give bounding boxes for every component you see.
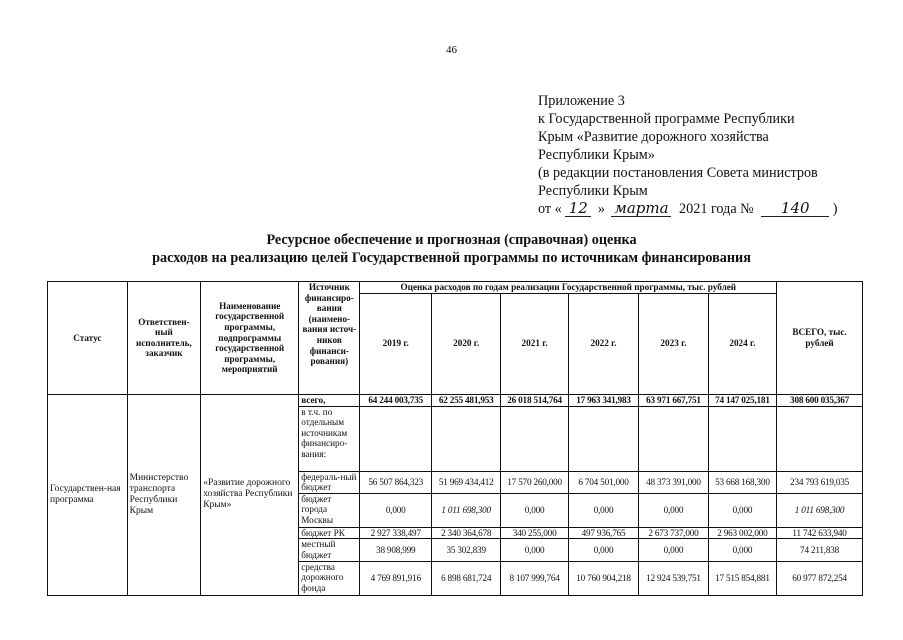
value-cell: 74 147 025,181 <box>708 394 776 406</box>
total-cell: 308 600 035,367 <box>777 394 863 406</box>
value-cell: 17 515 854,881 <box>708 561 776 595</box>
value-cell: 1 011 698,300 <box>431 493 500 527</box>
appendix-line: (в редакции постановления Совета министров <box>538 165 818 181</box>
appendix-line: к Государственной программе Республики <box>538 111 795 127</box>
value-cell: 2 927 338,497 <box>360 527 431 539</box>
value-cell: 51 969 434,412 <box>431 471 500 493</box>
total-cell: 1 011 698,300 <box>777 493 863 527</box>
value-cell: 6 704 501,000 <box>568 471 638 493</box>
value-cell: 35 302,839 <box>431 539 500 561</box>
value-cell: 64 244 003,735 <box>360 394 431 406</box>
total-cell <box>777 406 863 471</box>
value-cell <box>431 406 500 471</box>
value-cell: 38 908,999 <box>360 539 431 561</box>
budget-table <box>47 281 863 596</box>
title-line-1: Ресурсное обеспечение и прогнозная (справочная) оценка <box>266 232 637 248</box>
executor-cell: Министерство транспорта Республики Крым <box>127 394 201 595</box>
value-cell: 0,000 <box>360 493 431 527</box>
value-cell: 2 963 002,000 <box>708 527 776 539</box>
source-cell: в т.ч. по отдельным источникам финансиро-вания: <box>299 406 360 471</box>
value-cell: 10 760 904,218 <box>568 561 638 595</box>
paren-close: ) <box>832 201 838 217</box>
header-year: 2024 г. <box>708 293 776 394</box>
total-cell: 11 742 633,940 <box>777 527 863 539</box>
value-cell <box>501 406 568 471</box>
value-cell <box>708 406 776 471</box>
status-cell: Государствен-ная программа <box>48 394 128 595</box>
total-cell: 234 793 619,035 <box>777 471 863 493</box>
value-cell: 497 936,765 <box>568 527 638 539</box>
appendix-line: Приложение 3 <box>538 93 625 109</box>
value-cell: 17 570 260,000 <box>501 471 568 493</box>
header-status: Статус <box>48 282 128 395</box>
value-cell: 2 673 737,000 <box>639 527 708 539</box>
source-cell: федераль-ный бюджет <box>299 471 360 493</box>
value-cell: 53 668 168,300 <box>708 471 776 493</box>
source-cell: местный бюджет <box>299 539 360 561</box>
program-cell: «Развитие дорожного хозяйства Республики Крым» <box>201 394 299 595</box>
appendix-line: Крым «Развитие дорожного хозяйства <box>538 129 769 145</box>
header-year: 2020 г. <box>431 293 500 394</box>
header-total: ВСЕГО, тыс. рублей <box>777 282 863 395</box>
value-cell: 0,000 <box>568 539 638 561</box>
source-cell: всего, <box>299 394 360 406</box>
total-cell: 74 211,838 <box>777 539 863 561</box>
value-cell: 12 924 539,751 <box>639 561 708 595</box>
header-year: 2022 г. <box>568 293 638 394</box>
source-cell: средства дорожного фонда <box>299 561 360 595</box>
title-line-2: расходов на реализацию целей Государственной программы по источникам финансирования <box>152 250 751 266</box>
value-cell: 48 373 391,000 <box>639 471 708 493</box>
handwritten-number: 140 <box>761 201 829 217</box>
value-cell: 2 340 364,678 <box>431 527 500 539</box>
value-cell <box>568 406 638 471</box>
value-cell <box>639 406 708 471</box>
value-cell: 340 255,000 <box>501 527 568 539</box>
handwritten-day: 12 <box>565 201 591 217</box>
appendix-line: Республики Крым <box>538 183 648 199</box>
value-cell: 0,000 <box>568 493 638 527</box>
header-source: Источник финансиро-вания (наимено-вания источ-ников финанси-рования) <box>299 282 360 395</box>
source-cell: бюджет города Москвы <box>299 493 360 527</box>
value-cell: 56 507 864,323 <box>360 471 431 493</box>
handwritten-month: марта <box>611 201 671 217</box>
header-year: 2023 г. <box>639 293 708 394</box>
value-cell: 26 018 514,764 <box>501 394 568 406</box>
source-cell: бюджет РК <box>299 527 360 539</box>
value-cell: 0,000 <box>501 539 568 561</box>
year-text: 2021 года № <box>679 201 754 217</box>
resolution-date-line <box>538 200 838 218</box>
header-year: 2021 г. <box>501 293 568 394</box>
value-cell <box>360 406 431 471</box>
value-cell: 8 107 999,764 <box>501 561 568 595</box>
quote-close: » <box>597 201 605 217</box>
value-cell: 4 769 891,916 <box>360 561 431 595</box>
header-year: 2019 г. <box>360 293 431 394</box>
value-cell: 0,000 <box>501 493 568 527</box>
value-cell: 63 971 667,751 <box>639 394 708 406</box>
value-cell: 0,000 <box>639 539 708 561</box>
page-number: 46 <box>446 44 457 56</box>
document-title <box>0 231 903 267</box>
value-cell: 62 255 481,953 <box>431 394 500 406</box>
appendix-line: Республики Крым» <box>538 147 655 163</box>
value-cell: 0,000 <box>639 493 708 527</box>
header-estimate-group: Оценка расходов по годам реализации Государственной программы, тыс. рублей <box>360 282 777 294</box>
header-executor: Ответствен-ный исполнитель, заказчик <box>127 282 201 395</box>
value-cell: 0,000 <box>708 539 776 561</box>
value-cell: 17 963 341,983 <box>568 394 638 406</box>
value-cell: 6 898 681,724 <box>431 561 500 595</box>
from-prefix: от « <box>538 201 562 217</box>
appendix-block <box>538 92 838 218</box>
header-name: Наименование государственной программы, подпрограммы государственной программы, мероприятий <box>201 282 299 395</box>
table-row <box>48 394 863 406</box>
value-cell: 0,000 <box>708 493 776 527</box>
total-cell: 60 977 872,254 <box>777 561 863 595</box>
